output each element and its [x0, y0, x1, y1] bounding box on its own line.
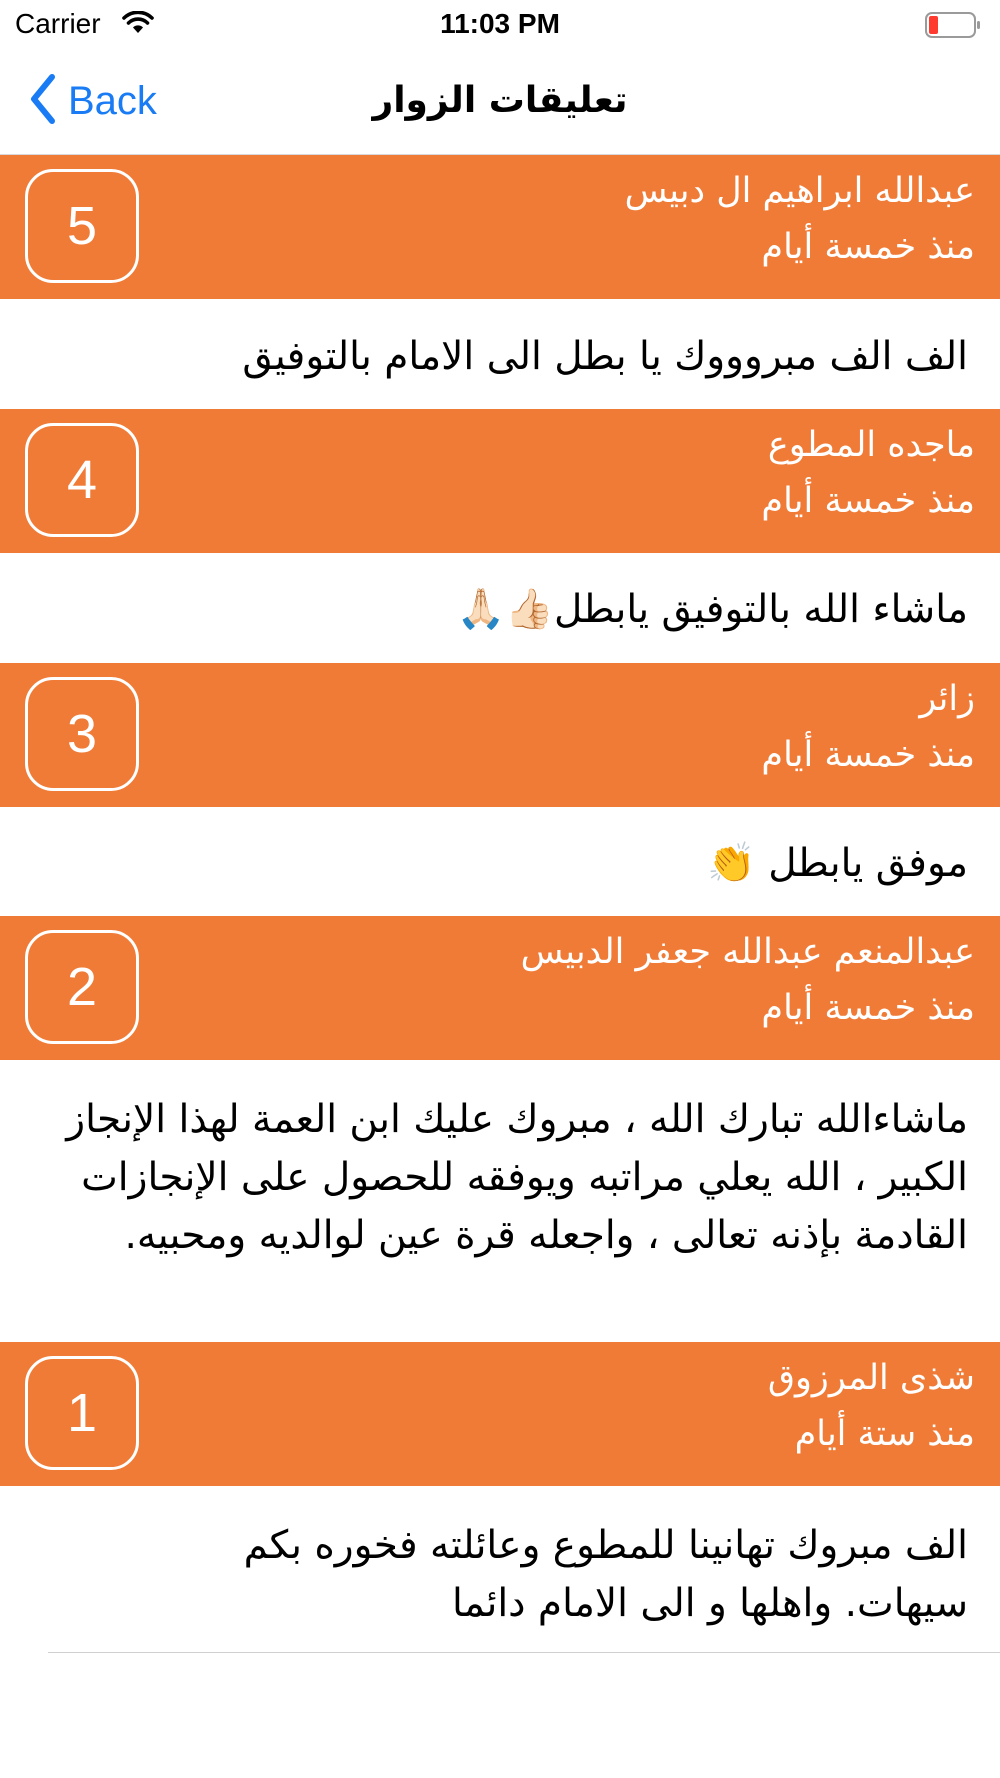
navigation-bar — [0, 50, 1000, 155]
comment-number-badge: 2 — [25, 930, 139, 1044]
comment-author: زائر — [919, 679, 975, 719]
comment-text: الف مبروك تهانينا للمطوع وعائلته فخوره بكم سيهات. واهلها و الى الامام دائما — [243, 1523, 968, 1626]
comment-author: ماجده المطوع — [767, 425, 975, 465]
comment-header — [0, 409, 1000, 553]
comment-header — [0, 916, 1000, 1060]
comment-number-badge: 3 — [25, 677, 139, 791]
comment-time: منذ خمسة أيام — [761, 988, 975, 1028]
divider — [48, 1652, 1000, 1653]
comment-text: ماشاءالله تبارك الله ، مبروك عليك ابن العمة لهذا الإنجاز الكبير ، الله يعلي مراتبه ويوفقه للحصول على الإنجازات القادمة بإذنه تعالى ، واجعله قرة عين لوالديه ومحبيه. — [66, 1097, 968, 1258]
comment-header — [0, 663, 1000, 807]
comment-time: منذ خمسة أيام — [761, 735, 975, 775]
comment-header — [0, 1342, 1000, 1486]
comment-text: الف الف مبروووك يا بطل الى الامام بالتوفيق — [242, 334, 968, 379]
comment-time: منذ خمسة أيام — [761, 481, 975, 521]
comment-text: ماشاء الله بالتوفيق يابطل👍🏻🙏🏻 — [456, 587, 968, 632]
comment-author: عبدالمنعم عبدالله جعفر الدبيس — [520, 932, 975, 972]
comment-time: منذ خمسة أيام — [761, 227, 975, 267]
comment-number-badge: 5 — [25, 169, 139, 283]
back-label: Back — [68, 78, 157, 123]
comment-time: منذ ستة أيام — [794, 1414, 975, 1454]
page-title: تعليقات الزوار — [372, 80, 628, 121]
comment-number-badge: 4 — [25, 423, 139, 537]
clock: 11:03 PM — [440, 8, 560, 39]
status-bar — [0, 0, 1000, 50]
comment-author: شذى المرزوق — [767, 1358, 975, 1398]
comment-author: عبدالله ابراهيم ال دبيس — [624, 171, 975, 211]
comment-number-badge: 1 — [25, 1356, 139, 1470]
comment-text: موفق يابطل 👏 — [707, 841, 968, 886]
battery-icon — [925, 12, 981, 38]
comment-header — [0, 155, 1000, 299]
carrier-label: Carrier — [15, 8, 101, 39]
